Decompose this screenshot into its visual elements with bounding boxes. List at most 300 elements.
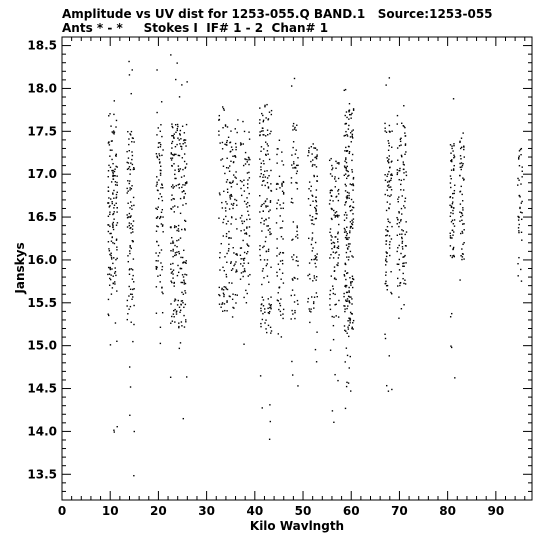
data-point: [283, 309, 284, 310]
data-point: [181, 282, 182, 283]
data-point: [269, 209, 270, 210]
data-point: [109, 205, 110, 206]
data-point: [403, 230, 404, 231]
data-point: [111, 241, 112, 242]
data-point: [172, 277, 173, 278]
data-point: [246, 253, 247, 254]
data-point: [337, 380, 338, 381]
data-point: [246, 219, 247, 220]
data-point: [385, 194, 386, 195]
data-point: [263, 203, 264, 204]
data-point: [129, 187, 130, 188]
data-point: [279, 140, 280, 141]
data-point: [350, 136, 351, 137]
data-point: [276, 272, 277, 273]
data-point: [230, 198, 231, 199]
data-point: [386, 132, 387, 133]
data-point: [405, 245, 406, 246]
data-point: [297, 261, 298, 262]
data-point: [176, 246, 177, 247]
data-point: [317, 253, 318, 254]
data-point: [270, 327, 271, 328]
data-point: [133, 138, 134, 139]
data-point: [454, 225, 455, 226]
data-point: [350, 210, 351, 211]
data-point: [219, 252, 220, 253]
data-point: [241, 272, 242, 273]
data-point: [130, 134, 131, 135]
data-point: [114, 281, 115, 282]
data-point: [385, 244, 386, 245]
data-point: [353, 108, 354, 109]
data-point: [233, 265, 234, 266]
data-point: [108, 170, 109, 171]
data-point: [348, 246, 349, 247]
data-point: [520, 269, 521, 270]
data-point: [332, 200, 333, 201]
data-point: [240, 263, 241, 264]
data-point: [283, 193, 284, 194]
data-point: [276, 255, 277, 256]
data-point: [451, 221, 452, 222]
data-point: [262, 181, 263, 182]
data-point: [462, 163, 463, 164]
data-point: [332, 285, 333, 286]
data-point: [309, 322, 310, 323]
data-point: [112, 227, 113, 228]
data-point: [267, 143, 268, 144]
data-point: [219, 295, 220, 296]
data-point: [451, 178, 452, 179]
data-point: [386, 176, 387, 177]
data-point: [387, 201, 388, 202]
data-point: [345, 279, 346, 280]
data-point: [183, 280, 184, 281]
data-point: [180, 304, 181, 305]
data-point: [461, 138, 462, 139]
data-point: [266, 104, 267, 105]
data-point: [237, 119, 238, 120]
data-point: [113, 133, 114, 134]
data-point: [404, 280, 405, 281]
data-point: [347, 326, 348, 327]
data-point: [345, 147, 346, 148]
data-point: [397, 235, 398, 236]
data-point: [453, 247, 454, 248]
data-point: [450, 144, 451, 145]
data-point: [398, 264, 399, 265]
data-point: [391, 293, 392, 294]
data-point: [158, 198, 159, 199]
data-point: [161, 183, 162, 184]
data-point: [315, 242, 316, 243]
data-point: [347, 166, 348, 167]
data-point: [223, 108, 224, 109]
data-point: [127, 162, 128, 163]
data-point: [115, 126, 116, 127]
data-point: [240, 180, 241, 181]
data-point: [314, 164, 315, 165]
data-point: [175, 132, 176, 133]
data-point: [347, 320, 348, 321]
data-point: [344, 231, 345, 232]
data-point: [399, 245, 400, 246]
data-point: [247, 159, 248, 160]
data-point: [351, 113, 352, 114]
data-point: [235, 149, 236, 150]
data-point: [109, 113, 110, 114]
data-point: [463, 149, 464, 150]
data-point: [316, 189, 317, 190]
data-point: [346, 111, 347, 112]
data-point: [172, 273, 173, 274]
data-point: [450, 182, 451, 183]
data-point: [230, 161, 231, 162]
data-point: [282, 260, 283, 261]
data-point: [176, 254, 177, 255]
data-point: [132, 229, 133, 230]
data-point: [131, 223, 132, 224]
data-point: [348, 237, 349, 238]
data-point: [129, 245, 130, 246]
data-point: [338, 193, 339, 194]
data-point: [260, 310, 261, 311]
data-point: [218, 119, 219, 120]
data-point: [309, 310, 310, 311]
data-point: [131, 93, 132, 94]
data-point: [337, 247, 338, 248]
data-point: [179, 348, 180, 349]
data-point: [128, 309, 129, 310]
data-point: [131, 248, 132, 249]
data-point: [348, 292, 349, 293]
data-point: [185, 304, 186, 305]
data-point: [266, 251, 267, 252]
data-point: [330, 190, 331, 191]
data-point: [333, 210, 334, 211]
data-point: [226, 236, 227, 237]
data-point: [156, 231, 157, 232]
data-point: [348, 256, 349, 257]
data-point: [222, 142, 223, 143]
x-tick-label: 10: [101, 504, 119, 518]
data-point: [245, 290, 246, 291]
data-point: [460, 233, 461, 234]
data-point: [247, 187, 248, 188]
data-point: [294, 78, 295, 79]
data-point: [521, 201, 522, 202]
data-point: [133, 288, 134, 289]
data-point: [351, 303, 352, 304]
data-point: [350, 312, 351, 313]
data-point: [297, 225, 298, 226]
data-point: [131, 151, 132, 152]
data-point: [222, 148, 223, 149]
y-tick-label: 14.5: [27, 381, 57, 396]
data-point: [453, 207, 454, 208]
data-point: [182, 157, 183, 158]
data-point: [241, 143, 242, 144]
data-point: [314, 275, 315, 276]
data-point: [345, 123, 346, 124]
data-point: [263, 246, 264, 247]
data-point: [243, 271, 244, 272]
data-point: [271, 114, 272, 115]
data-point: [297, 300, 298, 301]
data-point: [263, 134, 264, 135]
data-point: [156, 176, 157, 177]
y-tick-label: 15.5: [27, 295, 57, 310]
data-point: [174, 227, 175, 228]
data-point: [226, 300, 227, 301]
data-point: [353, 218, 354, 219]
data-point: [279, 286, 280, 287]
data-point: [114, 169, 115, 170]
data-point: [308, 150, 309, 151]
data-point: [223, 289, 224, 290]
data-point: [218, 134, 219, 135]
data-point: [178, 322, 179, 323]
chart-subtitle: Ants * - * Stokes I IF# 1 - 2 Chan# 1: [62, 21, 329, 35]
data-point: [296, 149, 297, 150]
data-point: [185, 292, 186, 293]
data-point: [344, 311, 345, 312]
data-point: [349, 300, 350, 301]
data-point: [282, 252, 283, 253]
data-point: [171, 159, 172, 160]
data-point: [517, 184, 518, 185]
data-point: [260, 375, 261, 376]
data-point: [266, 225, 267, 226]
data-point: [184, 220, 185, 221]
data-point: [296, 231, 297, 232]
data-point: [399, 145, 400, 146]
y-tick-labels: [27, 39, 57, 482]
data-point: [292, 125, 293, 126]
data-point: [353, 129, 354, 130]
data-point: [236, 228, 237, 229]
data-point: [348, 259, 349, 260]
data-point: [330, 309, 331, 310]
data-point: [295, 236, 296, 237]
data-point: [459, 175, 460, 176]
data-point: [351, 223, 352, 224]
data-point: [128, 261, 129, 262]
data-point: [225, 287, 226, 288]
data-point: [227, 221, 228, 222]
data-point: [171, 186, 172, 187]
data-point: [222, 302, 223, 303]
data-point: [116, 246, 117, 247]
data-point: [402, 248, 403, 249]
data-point: [346, 382, 347, 383]
data-point: [158, 153, 159, 154]
data-point: [111, 293, 112, 294]
data-point: [454, 190, 455, 191]
data-point: [114, 100, 115, 101]
data-point: [265, 185, 266, 186]
data-point: [349, 103, 350, 104]
data-point: [260, 169, 261, 170]
data-point: [344, 165, 345, 166]
data-point: [307, 275, 308, 276]
data-point: [385, 281, 386, 282]
data-point: [452, 193, 453, 194]
data-point: [244, 190, 245, 191]
data-point: [311, 223, 312, 224]
data-point: [336, 315, 337, 316]
data-point: [113, 430, 114, 431]
data-point: [294, 277, 295, 278]
data-point: [176, 230, 177, 231]
data-point: [227, 179, 228, 180]
data-point: [388, 390, 389, 391]
data-point: [132, 275, 133, 276]
data-point: [397, 219, 398, 220]
data-point: [384, 174, 385, 175]
data-point: [405, 135, 406, 136]
data-point: [227, 140, 228, 141]
data-point: [236, 177, 237, 178]
data-point: [176, 226, 177, 227]
data-point: [112, 192, 113, 193]
data-point: [156, 217, 157, 218]
data-point: [226, 142, 227, 143]
data-point: [127, 169, 128, 170]
data-point: [244, 131, 245, 132]
data-point: [345, 159, 346, 160]
data-point: [280, 279, 281, 280]
data-point: [220, 307, 221, 308]
data-point: [333, 339, 334, 340]
data-point: [313, 307, 314, 308]
data-point: [452, 255, 453, 256]
data-point: [129, 207, 130, 208]
data-point: [293, 163, 294, 164]
data-point: [389, 247, 390, 248]
data-point: [114, 283, 115, 284]
data-point: [261, 163, 262, 164]
data-point: [280, 260, 281, 261]
data-point: [174, 133, 175, 134]
data-point: [160, 131, 161, 132]
data-point: [334, 278, 335, 279]
data-point: [292, 259, 293, 260]
data-point: [296, 256, 297, 257]
data-point: [132, 155, 133, 156]
data-point: [185, 193, 186, 194]
data-point: [129, 269, 130, 270]
data-point: [263, 148, 264, 149]
data-point: [386, 256, 387, 257]
data-point: [329, 298, 330, 299]
data-point: [157, 226, 158, 227]
data-point: [278, 199, 279, 200]
data-point: [462, 200, 463, 201]
data-point: [171, 199, 172, 200]
data-point: [270, 267, 271, 268]
data-point: [113, 198, 114, 199]
data-point: [451, 313, 452, 314]
data-point: [260, 326, 261, 327]
data-point: [403, 179, 404, 180]
data-point: [293, 254, 294, 255]
data-point: [403, 256, 404, 257]
data-point: [292, 289, 293, 290]
data-point: [129, 222, 130, 223]
data-point: [232, 293, 233, 294]
data-point: [157, 190, 158, 191]
data-point: [159, 142, 160, 143]
data-point: [282, 238, 283, 239]
data-point: [182, 191, 183, 192]
data-point: [268, 217, 269, 218]
data-point: [156, 184, 157, 185]
data-point: [248, 157, 249, 158]
data-point: [268, 281, 269, 282]
data-point: [349, 114, 350, 115]
data-point: [387, 160, 388, 161]
data-point: [400, 141, 401, 142]
data-point: [520, 149, 521, 150]
data-point: [267, 130, 268, 131]
data-point: [334, 214, 335, 215]
data-point: [222, 127, 223, 128]
data-point: [182, 282, 183, 283]
data-point: [520, 211, 521, 212]
data-point: [451, 207, 452, 208]
data-point: [347, 197, 348, 198]
data-point: [461, 186, 462, 187]
data-point: [184, 132, 185, 133]
data-point: [346, 292, 347, 293]
data-point: [281, 227, 282, 228]
data-point: [170, 158, 171, 159]
data-point: [249, 159, 250, 160]
data-point: [241, 215, 242, 216]
data-point: [337, 190, 338, 191]
data-point: [131, 209, 132, 210]
data-point: [403, 189, 404, 190]
data-point: [244, 233, 245, 234]
data-point: [521, 280, 522, 281]
data-point: [352, 134, 353, 135]
data-point: [111, 159, 112, 160]
data-point: [460, 167, 461, 168]
data-point: [349, 367, 350, 368]
data-point: [346, 162, 347, 163]
data-point: [517, 178, 518, 179]
data-point: [384, 127, 385, 128]
data-point: [333, 422, 334, 423]
data-point: [115, 166, 116, 167]
data-point: [296, 173, 297, 174]
data-point: [235, 143, 236, 144]
data-point: [450, 160, 451, 161]
data-point: [228, 137, 229, 138]
data-point: [186, 163, 187, 164]
data-point: [259, 255, 260, 256]
data-point: [133, 167, 134, 168]
data-point: [278, 292, 279, 293]
data-point: [391, 189, 392, 190]
data-point: [182, 302, 183, 303]
data-point: [261, 218, 262, 219]
data-point: [232, 316, 233, 317]
data-point: [160, 174, 161, 175]
data-point: [338, 162, 339, 163]
data-point: [228, 231, 229, 232]
